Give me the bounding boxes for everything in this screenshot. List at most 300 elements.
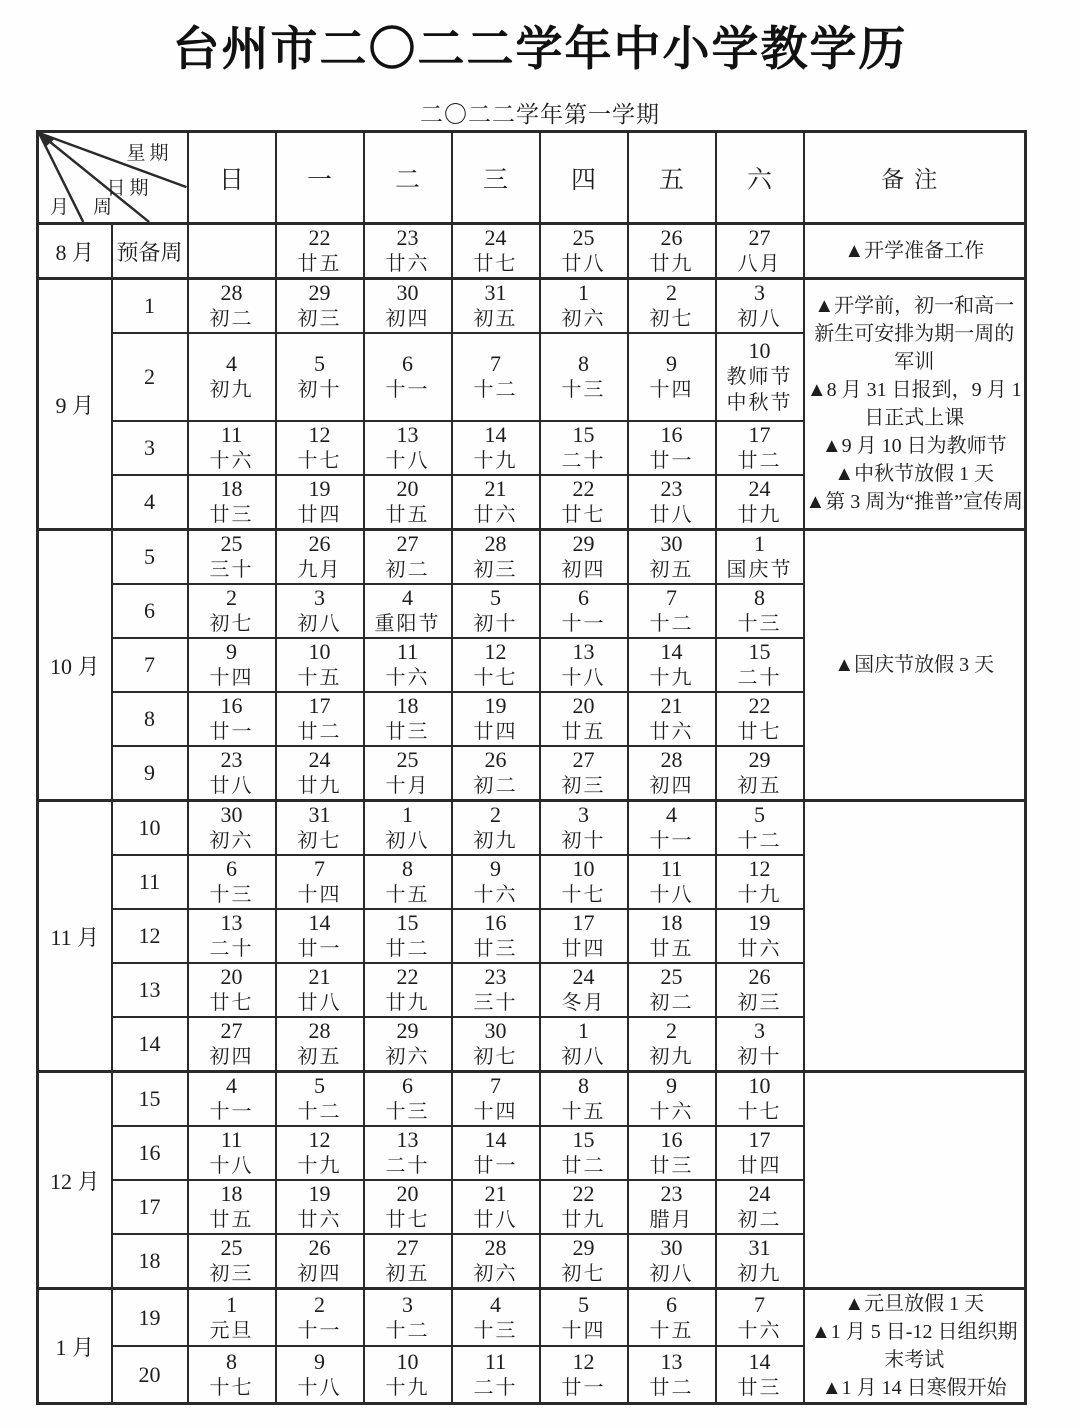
lunar-text: 初七 (649, 308, 694, 330)
day-cell (540, 530, 628, 585)
lunar-text: 初二 (473, 775, 518, 797)
day-cell (452, 801, 540, 856)
lunar-text: 廿九 (649, 253, 694, 275)
header-row (38, 132, 1026, 224)
date-text: 3 (754, 280, 765, 305)
date-text: 27 (220, 1018, 243, 1043)
day-cell (628, 530, 716, 585)
date-text: 24 (572, 964, 595, 989)
date-text: 30 (484, 1018, 507, 1043)
date-text: 7 (490, 351, 501, 376)
day-cell (716, 333, 804, 421)
date-text: 19 (748, 910, 771, 935)
day-cell (540, 1234, 628, 1289)
lunar-text: 十一 (649, 830, 694, 852)
day-cell (188, 421, 276, 475)
day-cell (716, 1017, 804, 1072)
day-cell (364, 1346, 452, 1404)
date-text: 11 (396, 639, 419, 664)
day-cell (540, 963, 628, 1017)
remark-line: ▲中秋节放假 1 天 (834, 463, 995, 485)
date-text: 7 (490, 1073, 501, 1098)
lunar-text: 廿一 (561, 1376, 606, 1399)
lunar-text: 初七 (297, 830, 342, 852)
date-text: 21 (660, 693, 683, 718)
day-cell (540, 909, 628, 963)
lunar-text: 初八 (561, 1046, 606, 1068)
day-cell (452, 224, 540, 279)
date-text: 2 (666, 280, 677, 305)
lunar-text: 初三 (737, 992, 782, 1014)
lunar-text: 三十 (473, 992, 518, 1014)
day-cell (276, 333, 364, 421)
date-text: 2 (226, 585, 237, 610)
date-text: 5 (578, 1291, 589, 1317)
lunar-text: 廿三 (737, 1376, 782, 1399)
day-cell (628, 1126, 716, 1180)
month-group-label: 8 月 (38, 224, 112, 279)
day-cell (364, 224, 452, 279)
date-text: 4 (226, 351, 237, 376)
day-cell (276, 1017, 364, 1072)
lunar-text: 初七 (561, 1263, 606, 1285)
date-text: 17 (308, 693, 331, 718)
day-cell (628, 1346, 716, 1404)
date-text: 22 (308, 225, 331, 250)
lunar-text: 初二 (649, 992, 694, 1014)
date-text: 31 (308, 802, 331, 827)
lunar-text: 廿八 (297, 992, 342, 1014)
date-text: 23 (484, 964, 507, 989)
day-cell (364, 1126, 452, 1180)
date-text: 2 (314, 1291, 325, 1317)
week-number-cell: 17 (112, 1180, 188, 1234)
day-cell (716, 692, 804, 746)
lunar-text: 初八 (297, 613, 342, 635)
date-text: 12 (308, 1127, 331, 1152)
date-text: 27 (748, 225, 771, 250)
day-cell (628, 421, 716, 475)
day-cell (188, 1180, 276, 1234)
day-cell (276, 638, 364, 692)
lunar-text: 教师节 (726, 366, 793, 388)
week-number-cell: 19 (112, 1289, 188, 1347)
day-cell (628, 638, 716, 692)
week-number-cell: 预备周 (112, 224, 188, 279)
lunar-text: 初五 (649, 559, 694, 581)
lunar-text: 初四 (561, 559, 606, 581)
remark-line: ▲1 月 5 日-12 日组织期末考试 (811, 1321, 1018, 1371)
corner-header-cell (38, 132, 188, 224)
date-text: 16 (660, 422, 683, 447)
day-cell (188, 1346, 276, 1404)
day-cell (628, 333, 716, 421)
date-text: 13 (396, 422, 419, 447)
day-cell (540, 475, 628, 530)
lunar-text: 腊月 (649, 1209, 694, 1231)
lunar-text: 廿三 (473, 938, 518, 960)
lunar-text: 初九 (473, 830, 518, 852)
date-text: 24 (484, 225, 507, 250)
lunar-text: 廿三 (209, 504, 254, 526)
lunar-text: 廿五 (649, 938, 694, 960)
date-text: 29 (396, 1018, 419, 1043)
lunar-text: 冬月 (561, 992, 606, 1014)
date-text: 2 (666, 1018, 677, 1043)
lunar-text: 廿二 (385, 938, 430, 960)
lunar-text: 初五 (297, 1046, 342, 1068)
lunar-text: 十一 (385, 379, 430, 401)
day-cell (276, 1289, 364, 1347)
lunar-text: 十二 (649, 613, 694, 635)
date-text: 28 (484, 1235, 507, 1260)
remark-cell (804, 801, 1026, 1072)
date-text: 4 (666, 802, 677, 827)
lunar-text: 十六 (737, 1319, 782, 1342)
lunar-text: 廿五 (297, 253, 342, 275)
lunar-text: 初四 (209, 1046, 254, 1068)
date-text: 30 (660, 531, 683, 556)
week-axis-label: 周 (93, 197, 113, 218)
date-text: 11 (220, 1127, 243, 1152)
date-text: 1 (578, 280, 589, 305)
date-text: 6 (402, 351, 413, 376)
date-text: 28 (308, 1018, 331, 1043)
lunar-text: 初六 (385, 1046, 430, 1068)
day-cell (452, 530, 540, 585)
date-text: 31 (748, 1235, 771, 1260)
day-cell (188, 530, 276, 585)
date-text: 3 (754, 1018, 765, 1043)
month-group-label: 12 月 (38, 1072, 112, 1289)
lunar-text: 廿四 (737, 1155, 782, 1177)
lunar-text: 十九 (297, 1155, 342, 1177)
day-cell (716, 909, 804, 963)
remark-line: ▲9 月 10 日为教师节 (821, 435, 1007, 457)
date-text: 27 (396, 1235, 419, 1260)
lunar-text: 初三 (473, 559, 518, 581)
lunar-text: 十一 (561, 613, 606, 635)
date-text: 31 (484, 280, 507, 305)
lunar-text: 廿四 (473, 721, 518, 743)
lunar-text: 十三 (737, 613, 782, 635)
date-text: 12 (572, 1348, 595, 1374)
week-number-cell: 10 (112, 801, 188, 856)
day-column-header-mon: 一 (276, 132, 364, 224)
lunar-text: 十五 (649, 1319, 694, 1342)
week-row (38, 1072, 1026, 1127)
day-cell (276, 584, 364, 638)
date-text: 4 (226, 1073, 237, 1098)
month-group-label: 11 月 (38, 801, 112, 1072)
day-cell (540, 1072, 628, 1127)
date-text: 28 (484, 531, 507, 556)
lunar-text: 廿六 (297, 1209, 342, 1231)
day-cell (452, 1017, 540, 1072)
day-cell (364, 333, 452, 421)
day-cell (364, 855, 452, 909)
week-row (38, 530, 1026, 585)
day-cell (188, 279, 276, 334)
day-cell (540, 1180, 628, 1234)
day-cell (188, 963, 276, 1017)
date-text: 29 (308, 280, 331, 305)
remark-line: ▲国庆节放假 3 天 (834, 654, 995, 676)
date-text: 30 (396, 280, 419, 305)
date-text: 17 (572, 910, 595, 935)
lunar-text: 廿二 (297, 721, 342, 743)
lunar-text: 廿九 (385, 992, 430, 1014)
date-text: 23 (660, 1181, 683, 1206)
date-text: 9 (314, 1348, 325, 1374)
day-cell (364, 638, 452, 692)
lunar-text: 十三 (473, 1319, 518, 1342)
day-cell (716, 1180, 804, 1234)
lunar-text: 二十 (561, 450, 606, 472)
day-cell (716, 1346, 804, 1404)
date-text: 19 (308, 476, 331, 501)
lunar-text: 初五 (737, 775, 782, 797)
day-cell (540, 421, 628, 475)
week-number-cell: 7 (112, 638, 188, 692)
day-cell (540, 279, 628, 334)
date-text: 2 (490, 802, 501, 827)
date-text: 10 (748, 1073, 771, 1098)
day-cell (628, 1234, 716, 1289)
day-cell (364, 692, 452, 746)
week-number-cell: 11 (112, 855, 188, 909)
lunar-text: 廿六 (473, 504, 518, 526)
date-text: 10 (572, 856, 595, 881)
date-text: 24 (308, 747, 331, 772)
day-cell (452, 1234, 540, 1289)
lunar-text: 初八 (649, 1263, 694, 1285)
date-text: 26 (484, 747, 507, 772)
day-cell (188, 1289, 276, 1347)
date-text: 14 (748, 1348, 771, 1374)
day-cell (540, 801, 628, 856)
day-cell (716, 279, 804, 334)
day-cell (188, 638, 276, 692)
date-text: 9 (226, 639, 237, 664)
date-text: 30 (220, 802, 243, 827)
day-cell (276, 1180, 364, 1234)
date-text: 17 (748, 422, 771, 447)
date-text: 22 (572, 476, 595, 501)
remark-line: ▲8 月 31 日报到，9 月 1 日正式上课 (806, 379, 1022, 429)
lunar-text: 初十 (473, 613, 518, 635)
lunar-text: 十三 (209, 884, 254, 906)
date-text: 6 (578, 585, 589, 610)
remark-cell (804, 1072, 1026, 1289)
date-text: 25 (660, 964, 683, 989)
lunar-text: 十三 (385, 1101, 430, 1123)
date-text: 26 (308, 531, 331, 556)
lunar-text: 初八 (385, 830, 430, 852)
day-cell (452, 909, 540, 963)
date-text: 7 (314, 856, 325, 881)
day-cell (364, 1072, 452, 1127)
day-cell (276, 692, 364, 746)
day-column-header-fri: 五 (628, 132, 716, 224)
day-cell (452, 584, 540, 638)
date-text: 3 (578, 802, 589, 827)
day-cell (716, 638, 804, 692)
date-text: 18 (220, 476, 243, 501)
lunar-text: 十九 (737, 884, 782, 906)
day-cell (452, 963, 540, 1017)
day-cell (276, 475, 364, 530)
lunar-text: 二十 (385, 1155, 430, 1177)
date-text: 22 (396, 964, 419, 989)
date-text: 30 (660, 1235, 683, 1260)
day-column-header-sat: 六 (716, 132, 804, 224)
day-cell (452, 279, 540, 334)
date-text: 20 (220, 964, 243, 989)
day-cell (276, 909, 364, 963)
lunar-text: 十六 (649, 1101, 694, 1123)
lunar-text: 十一 (209, 1101, 254, 1123)
lunar-text: 廿七 (737, 721, 782, 743)
week-row (38, 224, 1026, 279)
date-text: 25 (396, 747, 419, 772)
week-number-cell: 4 (112, 475, 188, 530)
lunar-text: 九月 (297, 559, 342, 581)
page-title: 台州市二〇二二学年中小学教学历 (172, 24, 908, 76)
day-cell (628, 475, 716, 530)
day-cell (364, 909, 452, 963)
day-cell (364, 1017, 452, 1072)
date-text: 9 (490, 856, 501, 881)
week-number-cell: 9 (112, 746, 188, 801)
day-cell (364, 746, 452, 801)
lunar-text: 初七 (209, 613, 254, 635)
month-group-label: 9 月 (38, 279, 112, 530)
day-cell (364, 475, 452, 530)
lunar-text: 十九 (649, 667, 694, 689)
day-cell (716, 1289, 804, 1347)
day-cell (188, 909, 276, 963)
lunar-text: 国庆节 (726, 559, 793, 581)
lunar-text: 初三 (297, 308, 342, 330)
day-cell (716, 224, 804, 279)
lunar-text: 廿八 (649, 504, 694, 526)
date-text: 11 (484, 1348, 507, 1374)
lunar-text: 十四 (649, 379, 694, 401)
date-text: 17 (748, 1127, 771, 1152)
lunar-text: 十八 (209, 1155, 254, 1177)
lunar-text: 廿四 (561, 938, 606, 960)
day-cell (716, 855, 804, 909)
remark-cell (804, 224, 1026, 279)
month-group-label: 1 月 (38, 1289, 112, 1404)
day-cell (540, 1126, 628, 1180)
day-cell (452, 692, 540, 746)
lunar-text: 廿五 (561, 721, 606, 743)
date-text: 16 (220, 693, 243, 718)
day-cell (540, 584, 628, 638)
lunar-text: 十七 (561, 884, 606, 906)
lunar-text: 十五 (385, 884, 430, 906)
day-cell (628, 963, 716, 1017)
lunar-text: 初四 (385, 308, 430, 330)
lunar-text: 初九 (209, 379, 254, 401)
date-text: 26 (308, 1235, 331, 1260)
lunar-text: 初三 (561, 775, 606, 797)
day-cell (716, 421, 804, 475)
day-cell (276, 1126, 364, 1180)
remark-line: ▲第 3 周为“推普”宣传周 (805, 491, 1024, 513)
week-row (38, 279, 1026, 334)
weekday-axis-label: 星期 (126, 143, 173, 164)
remark-line: ▲元旦放假 1 天 (844, 1293, 985, 1315)
day-cell (188, 1234, 276, 1289)
date-text: 13 (660, 1348, 683, 1374)
day-cell (452, 638, 540, 692)
lunar-text: 十一 (297, 1319, 342, 1342)
day-column-header-wed: 三 (452, 132, 540, 224)
day-cell (188, 855, 276, 909)
date-text: 18 (660, 910, 683, 935)
date-text: 19 (484, 693, 507, 718)
lunar-text: 初十 (297, 379, 342, 401)
day-cell (452, 1289, 540, 1347)
day-cell (452, 1126, 540, 1180)
lunar-text: 初五 (385, 1263, 430, 1285)
date-text: 1 (578, 1018, 589, 1043)
remark-cell (804, 1289, 1026, 1404)
lunar-text: 廿七 (473, 253, 518, 275)
day-cell (364, 530, 452, 585)
date-text: 25 (220, 531, 243, 556)
date-text: 9 (666, 351, 677, 376)
date-text: 15 (748, 639, 771, 664)
date-text: 14 (484, 422, 507, 447)
week-number-cell: 5 (112, 530, 188, 585)
date-text: 4 (490, 1291, 501, 1317)
date-text: 5 (314, 351, 325, 376)
lunar-text: 二十 (737, 667, 782, 689)
day-column-header-tue: 二 (364, 132, 452, 224)
date-text: 19 (308, 1181, 331, 1206)
lunar-text: 初十 (737, 1046, 782, 1068)
week-number-cell: 8 (112, 692, 188, 746)
day-cell (628, 1017, 716, 1072)
lunar-text: 廿九 (561, 1209, 606, 1231)
date-text: 29 (572, 1235, 595, 1260)
lunar-text: 廿一 (209, 721, 254, 743)
date-text: 15 (396, 910, 419, 935)
date-text: 15 (572, 1127, 595, 1152)
day-cell (364, 1180, 452, 1234)
lunar-text: 十九 (473, 450, 518, 472)
day-cell (276, 801, 364, 856)
day-cell (716, 530, 804, 585)
lunar-text: 重阳节 (374, 613, 441, 635)
day-cell (540, 1017, 628, 1072)
lunar-text: 廿九 (737, 504, 782, 526)
lunar-text: 初九 (737, 1263, 782, 1285)
date-text: 6 (666, 1291, 677, 1317)
day-cell (628, 1289, 716, 1347)
day-cell (540, 855, 628, 909)
day-cell (188, 746, 276, 801)
page-subtitle: 二〇二二学年第一学期 (420, 102, 660, 127)
remark-column-header: 备注 (804, 132, 1026, 224)
day-cell (628, 1072, 716, 1127)
day-cell (188, 692, 276, 746)
day-cell (716, 475, 804, 530)
